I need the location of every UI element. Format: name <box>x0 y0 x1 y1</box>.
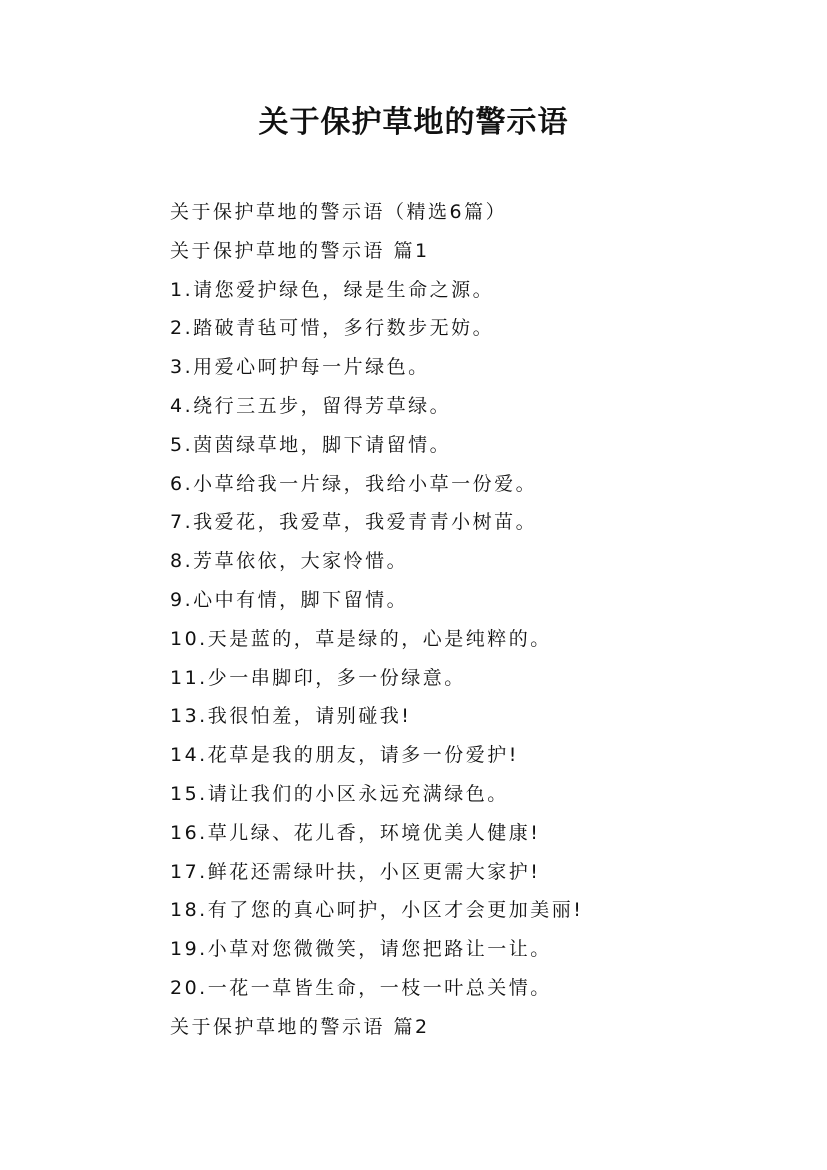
slogan-item: 6.小草给我一片绿，我给小草一份爱。 <box>170 472 538 495</box>
document-title: 关于保护草地的警示语 <box>258 105 569 140</box>
slogan-item: 2.踏破青毡可惜，多行数步无妨。 <box>170 317 495 340</box>
slogan-item: 7.我爱花，我爱草，我爱青青小树苗。 <box>170 511 538 534</box>
slogan-item: 19.小草对您微微笑，请您把路让一让。 <box>170 938 552 961</box>
slogan-item: 1.请您爱护绿色，绿是生命之源。 <box>170 278 495 301</box>
slogan-item: 15.请让我们的小区永远充满绿色。 <box>170 782 509 805</box>
document-body <box>170 193 770 1047</box>
slogan-item: 4.绕行三五步，留得芳草绿。 <box>170 394 452 417</box>
slogan-item: 11.少一串脚印，多一份绿意。 <box>170 666 466 689</box>
slogan-item: 3.用爱心呵护每一片绿色。 <box>170 356 430 379</box>
slogan-item: 20.一花一草皆生命，一枝一叶总关情。 <box>170 976 552 999</box>
section-heading: 关于保护草地的警示语 篇1 <box>170 239 430 262</box>
slogan-item: 10.天是蓝的，草是绿的，心是纯粹的。 <box>170 627 552 650</box>
slogan-item: 18.有了您的真心呵护，小区才会更加美丽! <box>170 899 584 922</box>
subtitle-line: 关于保护草地的警示语（精选6篇） <box>170 201 508 223</box>
section-heading: 关于保护草地的警示语 篇2 <box>170 1015 430 1038</box>
slogan-item: 16.草儿绿、花儿香，环境优美人健康! <box>170 821 541 844</box>
slogan-item: 8.芳草依依，大家怜惜。 <box>170 550 409 573</box>
slogan-item: 13.我很怕羞，请别碰我! <box>170 705 412 728</box>
slogan-item: 14.花草是我的朋友，请多一份爱护! <box>170 744 519 767</box>
slogan-item: 5.茵茵绿草地，脚下请留情。 <box>170 433 452 456</box>
slogan-item: 9.心中有情，脚下留情。 <box>170 588 409 611</box>
slogan-item: 17.鲜花还需绿叶扶，小区更需大家护! <box>170 860 541 883</box>
